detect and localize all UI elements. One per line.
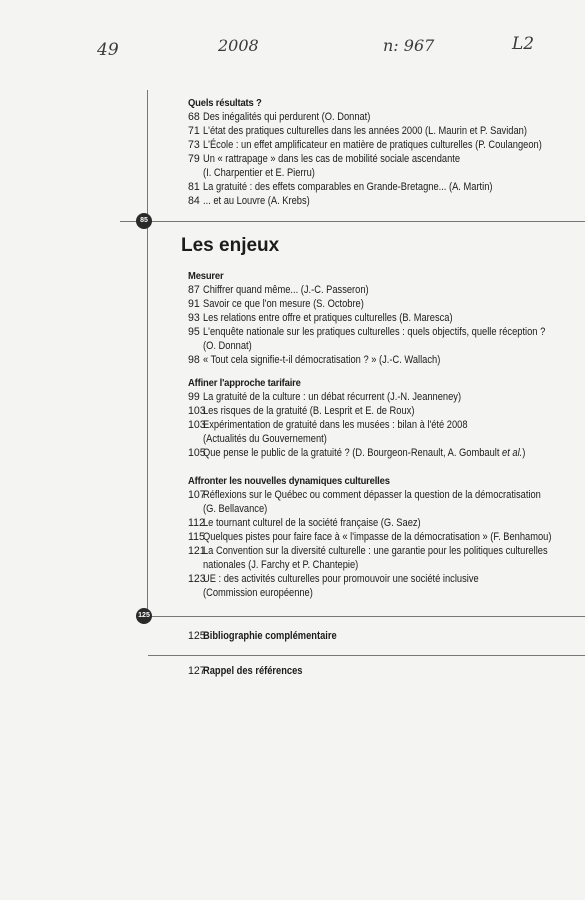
entry-number: 103: [188, 405, 206, 417]
entry-number: 123: [188, 573, 206, 585]
bibliography-entry: [188, 629, 577, 643]
entry-title: L'enquête nationale sur les pratiques culturelles : quels objectifs, quelle réception ?: [203, 326, 546, 338]
measure-heading: Mesurer: [188, 270, 224, 282]
entry-title: L'état des pratiques culturelles dans les années 2000 (L. Maurin et P. Savidan): [203, 125, 527, 137]
entry-number: 71: [188, 125, 200, 137]
entry-title: Réflexions sur le Québec ou comment dépasser la question de la démocratisation: [203, 489, 541, 501]
entry-title: ... et au Louvre (A. Krebs): [203, 195, 310, 207]
entry-number: 99: [188, 391, 200, 403]
entry-number: 105: [188, 447, 206, 459]
entry-text: [203, 516, 421, 530]
toc-entry: [188, 530, 577, 544]
entry-text: [203, 297, 364, 311]
entry-text: [203, 194, 310, 208]
entry-number: 87: [188, 284, 200, 296]
toc-entry: [188, 488, 577, 516]
toc-entry: [188, 194, 577, 208]
entry-text: [203, 353, 440, 367]
toc-entry: [188, 180, 577, 194]
entry-title: Que pense le public de la gratuité ? (D. Bourgeon-Renault, A. Gombault: [203, 447, 500, 459]
entry-title: Les risques de la gratuité (B. Lesprit et E. de Roux): [203, 405, 415, 417]
toc-entry: [188, 516, 577, 530]
handwritten-note-year: 2008: [218, 36, 259, 55]
entry-number: 121: [188, 545, 206, 557]
entry-text: [203, 572, 479, 586]
entry-text: [203, 124, 527, 138]
results-section: [188, 96, 577, 208]
entry-number: 73: [188, 139, 200, 151]
pricing-heading: Affiner l'approche tarifaire: [188, 377, 301, 389]
toc-entry: [188, 390, 577, 404]
dynamics-section: [188, 474, 577, 600]
toc-entry: [188, 544, 577, 572]
toc-entry: [188, 110, 577, 124]
entry-number: 81: [188, 181, 200, 193]
entry-text: [203, 283, 369, 297]
toc-entry: [188, 124, 577, 138]
entry-text: [203, 325, 545, 339]
toc-entry: [188, 353, 577, 367]
entry-number: 84: [188, 195, 200, 207]
entry-text: [203, 138, 542, 152]
entry-text: [203, 418, 468, 432]
entry-text: [203, 152, 460, 166]
entry-number: 68: [188, 111, 200, 123]
entry-text: [203, 488, 541, 502]
entry-title: La gratuité de la culture : un débat récurrent (J.-N. Jeanneney): [203, 391, 462, 403]
entry-label: Bibliographie complémentaire: [203, 630, 337, 642]
entry-number: 112: [188, 517, 205, 529]
pricing-section: [188, 376, 577, 460]
entry-number: 125: [188, 630, 206, 642]
toc-entry: [188, 311, 577, 325]
vertical-rule: [147, 90, 148, 622]
handwritten-note-number: n: 967: [383, 36, 435, 55]
entry-title: La gratuité : des effets comparables en Grande-Bretagne... (A. Martin): [203, 181, 493, 193]
entry-number: 93: [188, 312, 200, 324]
toc-entry: [188, 297, 577, 311]
entry-text: [203, 390, 461, 404]
entry-title: L'École : un effet amplificateur en matière de pratiques culturelles (P. Coulangeon): [203, 139, 542, 151]
entry-continuation: (Actualités du Gouvernement): [203, 433, 327, 445]
entry-title: Expérimentation de gratuité dans les musées : bilan à l'été 2008: [203, 419, 468, 431]
entry-number: 115: [188, 531, 205, 543]
toc-entry: [188, 283, 577, 297]
entry-continuation: (Commission européenne): [203, 587, 313, 599]
entry-text: [203, 446, 525, 460]
entry-title: Savoir ce que l'on mesure (S. Octobre): [203, 298, 364, 310]
references-entry: [188, 664, 577, 678]
entry-text: [203, 311, 453, 325]
toc-entry: [188, 446, 577, 460]
entry-number: 103: [188, 419, 206, 431]
dynamics-heading: Affronter les nouvelles dynamiques culturelles: [188, 475, 390, 487]
entry-title: Des inégalités qui perdurent (O. Donnat): [203, 111, 371, 123]
results-heading: Quels résultats ?: [188, 97, 262, 109]
entry-title: Un « rattrapage » dans les cas de mobilité sociale ascendante: [203, 153, 461, 165]
toc-entry: [188, 152, 577, 180]
entry-title: UE : des activités culturelles pour promouvoir une société inclusive: [203, 573, 479, 585]
entry-continuation: (I. Charpentier et E. Pierru): [203, 167, 315, 179]
entry-number: 79: [188, 153, 200, 165]
toc-entry: [188, 325, 577, 353]
entry-text: [203, 530, 551, 544]
toc-entry: [188, 138, 577, 152]
entry-title: La Convention sur la diversité culturelle : une garantie pour les politiques culturelles: [203, 545, 548, 557]
entry-title: Chiffrer quand même... (J.-C. Passeron): [203, 284, 369, 296]
horizontal-rule-bottom: [148, 616, 585, 617]
entry-number: 98: [188, 354, 200, 366]
entry-title: Le tournant culturel de la société française (G. Saez): [203, 517, 421, 529]
entry-title: Les relations entre offre et pratiques culturelles (B. Maresca): [203, 312, 453, 324]
handwritten-note-code: L2: [512, 34, 535, 54]
horizontal-rule-top: [120, 221, 585, 222]
entry-text: [203, 544, 548, 558]
entry-continuation: nationales (J. Farchy et P. Chantepie): [203, 559, 359, 571]
entry-number: 91: [188, 298, 200, 310]
entry-text: [203, 404, 414, 418]
entry-text: [203, 110, 370, 124]
page-badge-85: 85: [136, 213, 152, 229]
toc-entry: [188, 404, 577, 418]
entry-label: Rappel des références: [203, 665, 303, 677]
measure-section: [188, 269, 577, 367]
entry-italic: et al.: [502, 447, 523, 459]
entry-number: 95: [188, 326, 200, 338]
footer-divider: [148, 655, 585, 656]
entry-title: Quelques pistes pour faire face à « l'impasse de la démocratisation » (F. Benhamou): [203, 531, 552, 543]
handwritten-note-left: 49: [97, 40, 119, 60]
enjeux-section: [181, 235, 577, 257]
entry-title-end: ): [522, 447, 526, 459]
entry-continuation: (O. Donnat): [203, 340, 252, 352]
toc-entry: [188, 418, 577, 446]
entry-text: [203, 180, 493, 194]
entry-number: 127: [188, 665, 206, 677]
entry-continuation: (G. Bellavance): [203, 503, 268, 515]
enjeux-title: Les enjeux: [181, 235, 280, 256]
entry-number: 107: [188, 489, 206, 501]
toc-entry: [188, 572, 577, 600]
entry-title: « Tout cela signifie-t-il démocratisation ? » (J.-C. Wallach): [203, 354, 441, 366]
page-badge-125: 125: [136, 608, 152, 624]
